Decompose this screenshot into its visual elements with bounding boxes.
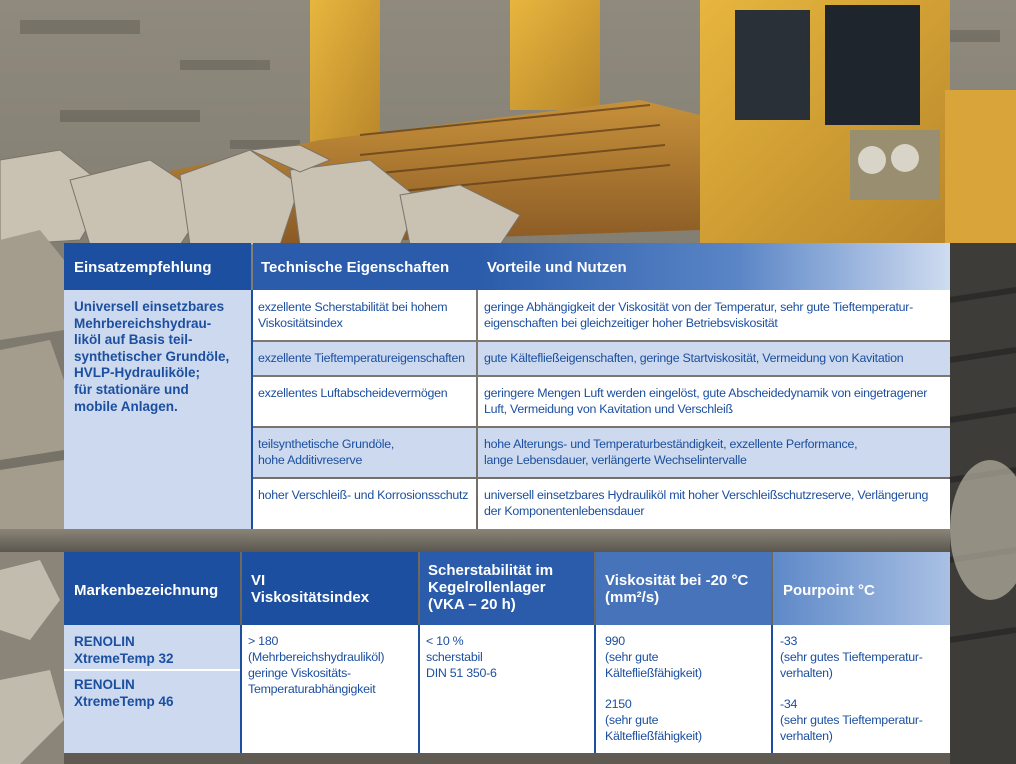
header-label: Viskosität bei -20 °C xyxy=(605,572,749,589)
cell-line: geringe Viskositäts- xyxy=(248,666,351,680)
header-shear-stability xyxy=(420,552,594,625)
cell-line: geringe Abhängigkeit der Viskosität von der Temperatur, sehr gute Tieftemperatur- xyxy=(484,300,914,314)
header-label: Kegelrollenlager xyxy=(428,579,546,596)
header-viscosity-minus20 xyxy=(596,552,771,625)
recommendation-text xyxy=(64,290,251,529)
cell-line: verhalten) xyxy=(780,729,833,743)
cell-line: verhalten) xyxy=(780,666,833,680)
cell-line: (sehr gutes Tieftemperatur- xyxy=(780,650,923,664)
cell-line: 990 xyxy=(605,634,625,648)
recommendation-line: Mehrbereichshydrau- xyxy=(74,315,212,331)
property-cell xyxy=(253,377,476,426)
cell-line: Kältefließfähigkeit) xyxy=(605,666,702,680)
product-table xyxy=(64,552,950,753)
cell-line: exzellente Scherstabilität bei hohem xyxy=(258,300,448,314)
properties-table xyxy=(64,243,950,529)
brand-renolin-xtremetemp-46 xyxy=(74,676,174,710)
cell-line: Kältefließfähigkeit) xyxy=(605,729,702,743)
recommendation-line: liköl auf Basis teil- xyxy=(74,332,193,348)
cell-line: der Komponentenlebensdauer xyxy=(484,504,645,518)
header-label: Pourpoint °C xyxy=(783,582,875,599)
benefit-cell xyxy=(478,377,950,426)
recommendation-line: synthetischer Grundöle, xyxy=(74,348,230,364)
benefit-cell xyxy=(478,290,950,340)
cell-line: (sehr gutes Tieftemperatur- xyxy=(780,713,923,727)
header-label: Technische Eigenschaften xyxy=(261,259,450,276)
cell-line: exzellente Tieftemperatureigenschaften xyxy=(258,351,465,365)
property-cell xyxy=(253,342,476,375)
cell-line: eigenschaften bei gleichzeitiger hoher Betriebsviskosität xyxy=(484,316,778,330)
cell-line: 2150 xyxy=(605,697,632,711)
pourpoint-cell xyxy=(773,625,950,753)
recommendation-line: mobile Anlagen. xyxy=(74,398,178,414)
cell-line: (Mehrbereichshydrauliköl) xyxy=(248,650,385,664)
cell-line: teilsynthetische Grundöle, xyxy=(258,437,395,451)
brand-line: RENOLIN xyxy=(74,677,135,692)
cell-line: universell einsetzbares Hydrauliköl mit hoher Verschleißschutzreserve, Verlängerung xyxy=(484,488,929,502)
benefit-cell xyxy=(478,428,950,477)
header-benefits xyxy=(477,243,950,290)
benefit-cell xyxy=(478,479,950,529)
header-label: Scherstabilität im xyxy=(428,562,554,579)
cell-line: < 10 % xyxy=(426,634,464,648)
cell-line: hohe Additivreserve xyxy=(258,453,363,467)
cell-line: gute Kältefließeigenschaften, geringe Startviskosität, Vermeidung von Kavitation xyxy=(484,351,904,365)
header-technical-properties xyxy=(253,243,477,290)
cell-line: > 180 xyxy=(248,634,279,648)
cell-line: DIN 51 350-6 xyxy=(426,666,497,680)
cell-line: lange Lebensdauer, verlängerte Wechselintervalle xyxy=(484,453,747,467)
header-label: Viskositätsindex xyxy=(251,589,370,606)
benefit-cell xyxy=(478,342,950,375)
cell-line: exzellentes Luftabscheidevermögen xyxy=(258,386,448,400)
header-label: VI xyxy=(251,572,266,589)
recommendation-line: Universell einsetzbares xyxy=(74,299,225,314)
brand-renolin-xtremetemp-32 xyxy=(74,633,174,667)
cell-line: Viskositätsindex xyxy=(258,316,343,330)
header-label: Vorteile und Nutzen xyxy=(487,259,627,276)
header-label: Einsatzempfehlung xyxy=(74,259,212,276)
header-label: Markenbezeichnung xyxy=(74,582,219,599)
property-cell xyxy=(253,290,476,340)
header-label: (VKA – 20 h) xyxy=(428,596,516,613)
cell-line: Temperaturabhängigkeit xyxy=(248,682,376,696)
cell-line: -33 xyxy=(780,634,798,648)
cell-line: hohe Alterungs- und Temperaturbeständigkeit, exzellente Performance, xyxy=(484,437,858,451)
header-brand xyxy=(64,552,240,625)
brand-line: XtremeTemp 46 xyxy=(74,694,174,709)
brand-line: XtremeTemp 32 xyxy=(74,651,174,666)
header-pourpoint xyxy=(773,552,950,625)
cell-line: scherstabil xyxy=(426,650,483,664)
recommendation-line: HVLP-Hydrauliköle; xyxy=(74,365,201,381)
vi-cell xyxy=(242,625,418,753)
cell-line: Luft, Vermeidung von Kavitation und Verschleiß xyxy=(484,402,733,416)
cell-line: geringere Mengen Luft werden eingelöst, gute Abscheidedynamik von eingetragener xyxy=(484,386,928,400)
property-cell xyxy=(253,428,476,477)
property-cell xyxy=(253,479,476,529)
recommendation-line: für stationäre und xyxy=(74,381,189,397)
cell-line: (sehr gute xyxy=(605,650,659,664)
cell-line: (sehr gute xyxy=(605,713,659,727)
brand-line: RENOLIN xyxy=(74,634,135,649)
header-label: (mm²/s) xyxy=(605,589,660,606)
shear-stability-cell xyxy=(420,625,594,753)
cell-line: hoher Verschleiß- und Korrosionsschutz xyxy=(258,488,469,502)
viscosity-cell xyxy=(596,625,771,753)
header-recommendation xyxy=(64,243,251,290)
header-viscosity-index xyxy=(242,552,418,625)
cell-line: -34 xyxy=(780,697,798,711)
